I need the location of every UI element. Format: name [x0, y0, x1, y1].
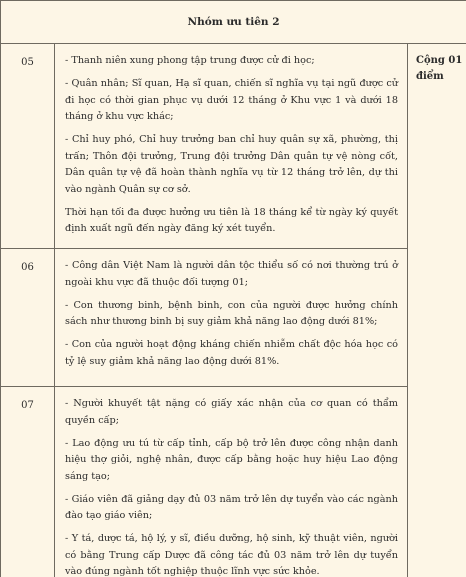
list-item: - Con thương binh, bệnh binh, con của người được hưởng chính sách như thương binh bị suy giảm khả năng lao động dưới 81%;: [65, 299, 398, 327]
bonus-points: Cộng 01 điểm: [408, 44, 466, 577]
table-row: [1, 387, 466, 577]
group-title: Nhóm ưu tiên 2: [1, 1, 466, 44]
list-item: - Quân nhân; Sĩ quan, Hạ sĩ quan, chiến sĩ nghĩa vụ tại ngũ được cử đi học có thời gian phục vụ dưới 12 tháng ở Khu vực 1 và dưới 18 tháng ở khu vực khác;: [65, 78, 398, 122]
list-item: - Con của người hoạt động kháng chiến nhiễm chất độc hóa học có tỷ lệ suy giảm khả năng lao động dưới 81%.: [65, 339, 398, 367]
list-item: Thời hạn tối đa được hưởng ưu tiên là 18 tháng kể từ ngày ký quyết định xuất ngũ đến ngày đăng ký xét tuyển.: [65, 206, 398, 234]
row-code: 06: [1, 249, 55, 387]
list-item: - Người khuyết tật nặng có giấy xác nhận của cơ quan có thẩm quyền cấp;: [65, 398, 398, 426]
row-content: [55, 44, 408, 249]
list-item: - Công dân Việt Nam là người dân tộc thiểu số có nơi thường trú ở ngoài khu vực đã thuộc đối tượng 01;: [65, 260, 398, 288]
list-item: - Giáo viên đã giảng dạy đủ 03 năm trở lên dự tuyển vào các ngành đào tạo giáo viên;: [65, 493, 398, 521]
row-code: 05: [1, 44, 55, 249]
list-item: - Thanh niên xung phong tập trung được cử đi học;: [65, 55, 315, 66]
table-row: [1, 249, 466, 387]
row-content: [55, 387, 408, 577]
list-item: - Lao động ưu tú từ cấp tỉnh, cấp bộ trở lên được công nhận danh hiệu thợ giỏi, nghệ nhân, được cấp bằng hoặc huy hiệu Lao động sáng tạo;: [65, 437, 398, 482]
row-code: 07: [1, 387, 55, 577]
list-item: - Y tá, dược tá, hộ lý, y sĩ, điều dưỡng, hộ sinh, kỹ thuật viên, người có bằng Trung cấp Dược đã công tác đủ 03 năm trở lên dự tuyển vào đúng ngành tốt nghiệp thuộc lĩnh vực sức khỏe.: [65, 533, 398, 577]
list-item: - Chỉ huy phó, Chỉ huy trưởng ban chỉ huy quân sự xã, phường, thị trấn; Thôn đội trưởng, Trung đội trưởng Dân quân tự vệ nòng cốt, Dân quân tự vệ đã hoàn thành nghĩa vụ từ 12 tháng trở lên, dự thi vào ngành Quân sự cơ sở.: [65, 134, 398, 195]
table-row: [1, 44, 466, 249]
row-content: [55, 249, 408, 387]
table-header-row: [1, 1, 466, 44]
